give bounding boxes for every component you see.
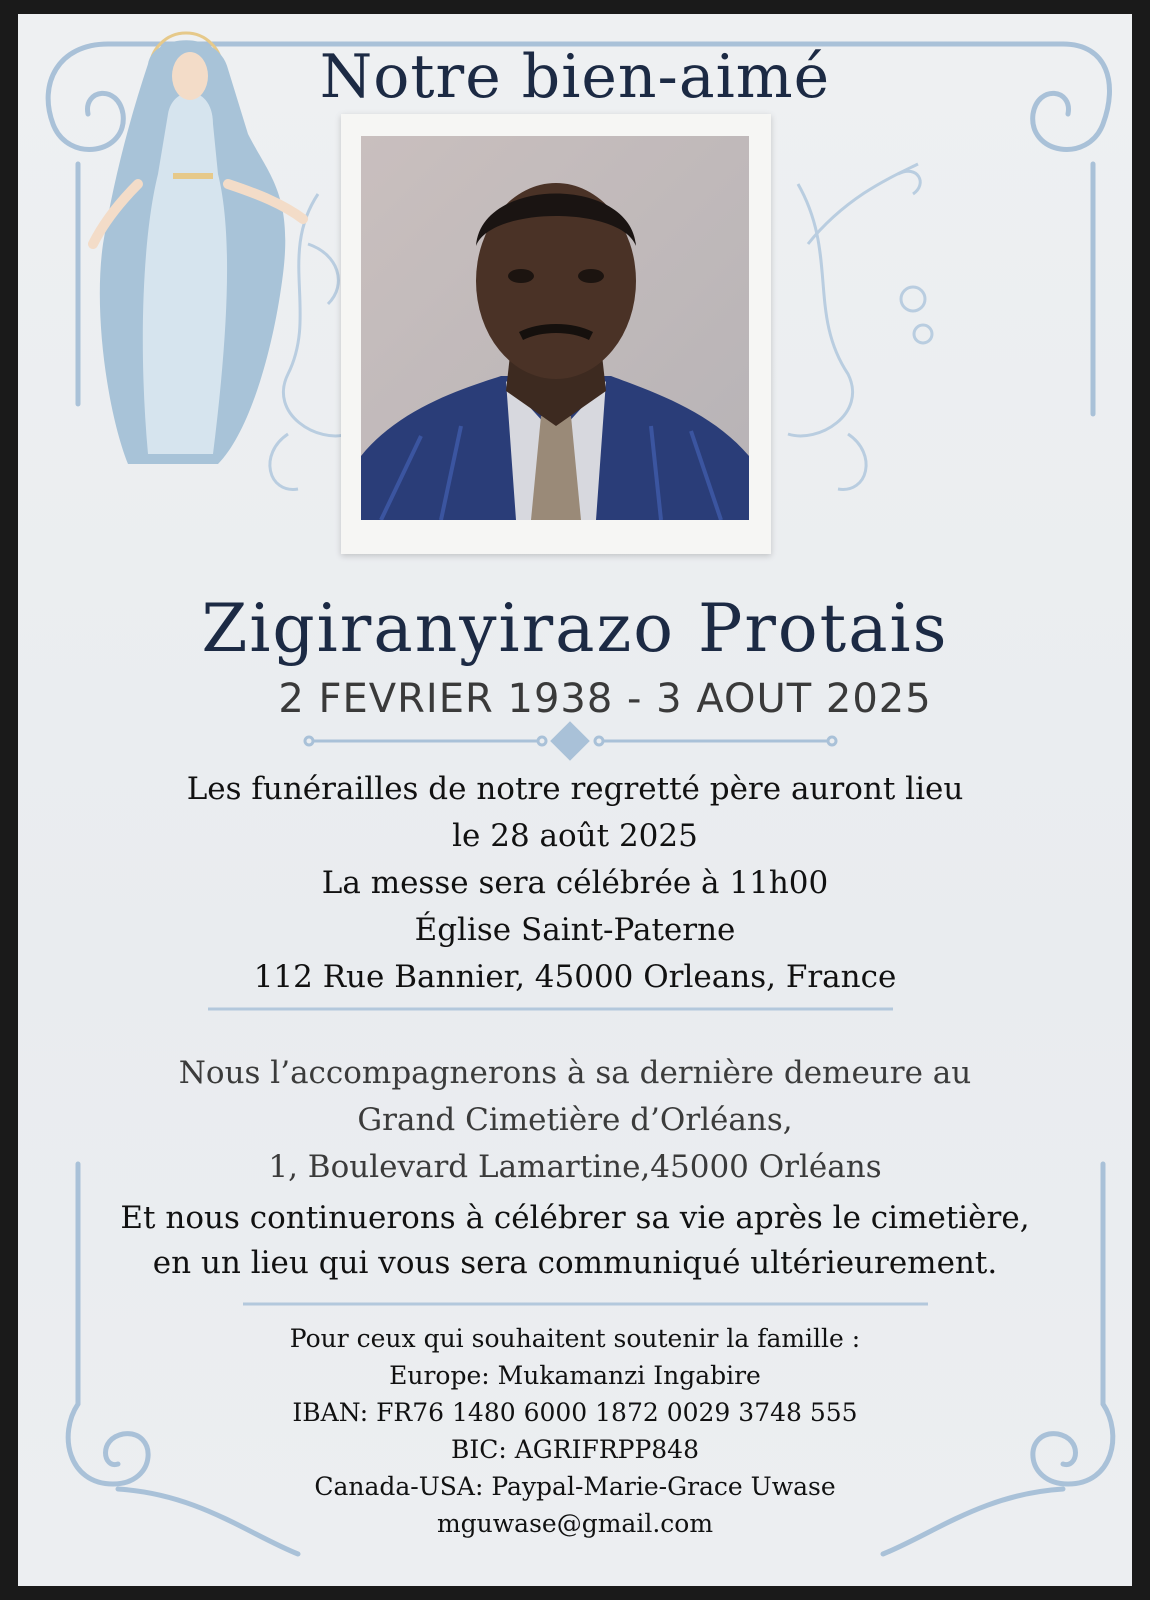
- funeral-line: 112 Rue Bannier, 45000 Orleans, France: [253, 959, 897, 995]
- funeral-line: Les funérailles de notre regretté père auront lieu: [186, 771, 964, 807]
- life-dates: 2 FEVRIER 1938 - 3 AOUT 2025: [278, 676, 932, 722]
- funeral-line: Église Saint-Paterne: [414, 912, 736, 948]
- memorial-card: [18, 14, 1132, 1586]
- support-details: [38, 1320, 1112, 1542]
- support-email: mguwase@gmail.com: [436, 1509, 714, 1538]
- funeral-line: le 28 août 2025: [452, 818, 698, 854]
- support-line: Pour ceux qui souhaitent soutenir la famille :: [289, 1324, 861, 1353]
- support-line: Canada-USA: Paypal-Marie-Grace Uwase: [314, 1472, 836, 1501]
- funeral-line: La messe sera célébrée à 11h00: [321, 865, 829, 901]
- funeral-details: [38, 766, 1112, 1001]
- portrait-photo: [361, 136, 749, 520]
- page-title: Notre bien-aimé: [319, 42, 831, 112]
- support-line: Europe: Mukamanzi Ingabire: [389, 1361, 761, 1390]
- burial-details: [38, 1050, 1112, 1191]
- support-line: IBAN: FR76 1480 6000 1872 0029 3748 555: [292, 1398, 858, 1427]
- celebration-line: en un lieu qui vous sera communiqué ultérieurement.: [152, 1245, 998, 1281]
- portrait-frame: [341, 114, 771, 554]
- burial-line: Nous l’accompagnerons à sa dernière demeure au: [178, 1055, 972, 1091]
- celebration-line: Et nous continuerons à célébrer sa vie après le cimetière,: [120, 1200, 1030, 1236]
- deceased-name: Zigiranyirazo Protais: [201, 590, 949, 667]
- support-line: BIC: AGRIFRPP848: [451, 1435, 699, 1464]
- celebration-details: [38, 1196, 1112, 1286]
- burial-line: 1, Boulevard Lamartine,45000 Orléans: [268, 1149, 882, 1185]
- burial-line: Grand Cimetière d’Orléans,: [357, 1102, 793, 1138]
